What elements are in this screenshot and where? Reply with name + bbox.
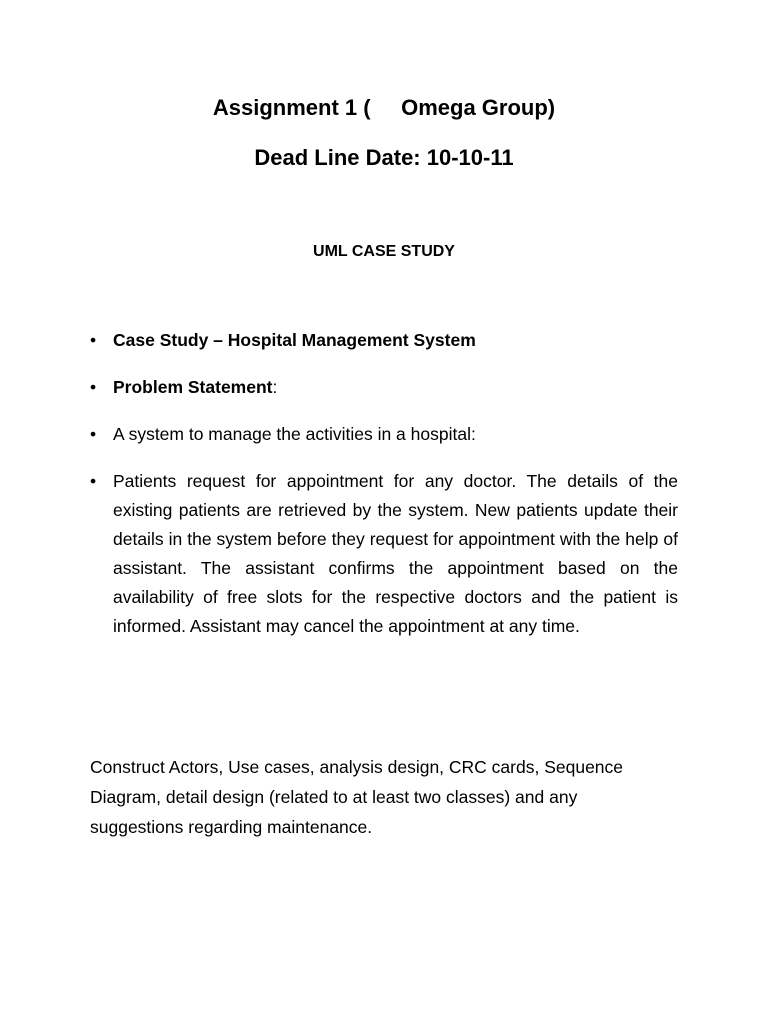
problem-description-text: Patients request for appointment for any doctor. The details of the existing patients are retrieved by the system. New patients update their details in the system before they request for appointment with the help of assistant. The assistant confirms the appointment based on the availability of free slots for the respective doctors and the patient is informed. Assistant may cancel the appointment at any time. [113, 471, 678, 636]
problem-statement-label: Problem Statement [113, 377, 273, 397]
bullet-list [90, 326, 678, 659]
system-summary-text: A system to manage the activities in a hospital: [113, 424, 476, 444]
bullet-glyph: • [90, 424, 97, 444]
bullet-case-study [90, 326, 678, 355]
problem-statement-colon: : [272, 377, 278, 397]
bullet-glyph: • [90, 330, 97, 350]
case-study-label: Case Study – Hospital Management System [113, 330, 476, 350]
bullet-glyph: • [90, 471, 97, 491]
bullet-problem-description [90, 467, 678, 641]
section-heading: UML CASE STUDY [313, 243, 455, 260]
assignment-title: Assignment 1 ( Omega Group) [212, 95, 556, 120]
bullet-glyph: • [90, 377, 97, 397]
bullet-system-summary [90, 420, 678, 449]
bullet-problem-statement [90, 373, 678, 402]
task-instructions: Construct Actors, Use cases, analysis design, CRC cards, Sequence Diagram, detail design (related to at least two classes) and any suggestions regarding maintenance. [90, 757, 624, 837]
deadline-date: Dead Line Date: 10-10-11 [254, 145, 514, 170]
